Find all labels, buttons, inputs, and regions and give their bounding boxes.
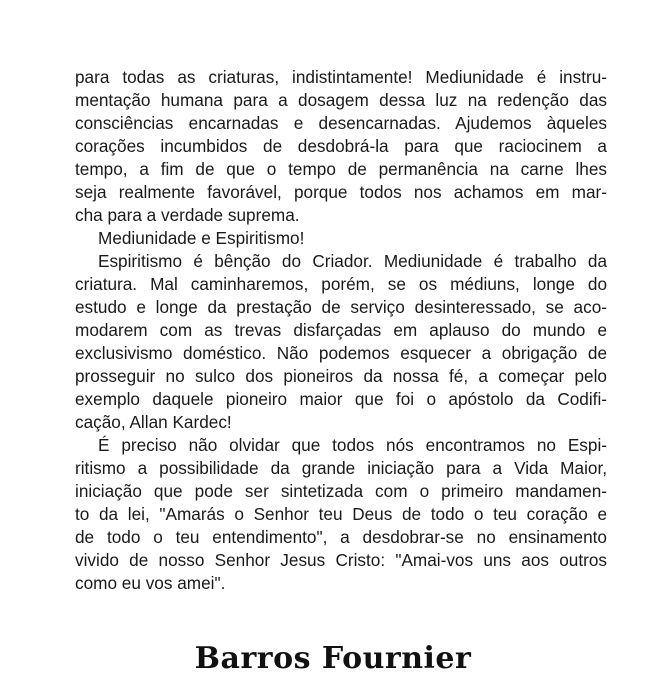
text-line: exemplo daquele pioneiro maior que foi o apóstolo da Codifi- [75,389,607,409]
text-line: mentação humana para a dosagem dessa luz na redenção das [75,90,607,110]
text-line: seja realmente favorável, porque todos nos achamos em mar- [75,182,607,202]
text-line: estudo e longe da prestação de serviço desinteressado, se aco- [75,297,607,317]
text-line: modarem com as trevas disfarçadas em aplauso do mundo e [75,320,607,340]
text-line: ritismo a possibilidade da grande iniciação para a Vida Maior, [75,458,607,478]
text-line: Espiritismo é bênção do Criador. Mediunidade é trabalho da [98,251,607,271]
document-body [75,66,607,595]
text-line: criatura. Mal caminharemos, porém, se os médiuns, longe do [75,274,607,294]
text-line: iniciação que pode ser sintetizada com o primeiro mandamen- [75,481,607,501]
text-line: como eu vos amei". [75,573,226,593]
text-line: corações incumbidos de desdobrá-la para que raciocinem a [75,136,607,156]
text-line: cação, Allan Kardec! [75,412,232,432]
text-line: Mediunidade e Espiritismo! [98,228,305,248]
text-line: cha para a verdade suprema. [75,205,300,225]
author-signature: Barros Fournier [194,641,472,676]
text-line: É preciso não olvidar que todos nós encontramos no Espi- [98,435,607,455]
text-line: vivido de nosso Senhor Jesus Cristo: "Amai-vos uns aos outros [75,550,607,570]
text-line: para todas as criaturas, indistintamente! Mediunidade é instru- [75,67,607,87]
text-line: exclusivismo doméstico. Não podemos esquecer a obrigação de [75,343,607,363]
text-line: tempo, a fim de que o tempo de permanência na carne lhes [75,159,607,179]
text-line: de todo o teu entendimento", a desdobrar-se no ensinamento [75,527,607,547]
text-line: consciências encarnadas e desencarnadas. Ajudemos àqueles [75,113,607,133]
text-line: to da lei, "Amarás o Senhor teu Deus de todo o teu coração e [75,504,607,524]
text-line: prosseguir no sulco dos pioneiros da nossa fé, a começar pelo [75,366,607,386]
